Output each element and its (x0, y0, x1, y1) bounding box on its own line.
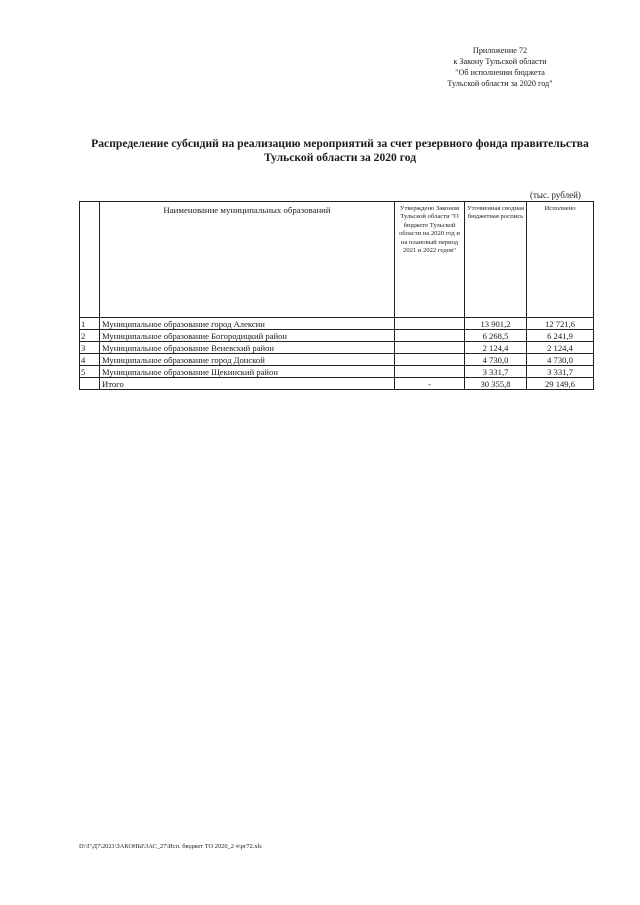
row-approved (395, 366, 465, 378)
row-name: Муниципальное образование Веневский район (100, 342, 395, 354)
row-number: 1 (80, 318, 100, 330)
row-refined: 13 901,2 (465, 318, 527, 330)
appendix-line-3: "Об исполнении бюджета (455, 68, 545, 77)
row-refined: 4 730,0 (465, 354, 527, 366)
row-executed: 6 241,9 (527, 330, 594, 342)
header-approved: Утверждено Законом Тульской области "О бюджете Тульской области на 2020 год и на плановый период 2021 и 2022 годов" (395, 202, 465, 318)
total-approved: - (395, 378, 465, 390)
header-refined: Уточненная сводная бюджетная роспись (465, 202, 527, 318)
table-total-row (80, 378, 594, 390)
row-executed: 12 721,6 (527, 318, 594, 330)
row-approved (395, 330, 465, 342)
row-number: 2 (80, 330, 100, 342)
table-row (80, 354, 594, 366)
total-executed: 29 149,6 (527, 378, 594, 390)
table-row (80, 342, 594, 354)
title-line-2: Тульской области за 2020 год (263, 151, 417, 164)
row-number: 5 (80, 366, 100, 378)
row-approved (395, 318, 465, 330)
table-header-row (80, 202, 594, 318)
row-refined: 2 124,4 (465, 342, 527, 354)
title-line-1: Распределение субсидий на реализацию мероприятий за счет резервного фонда правительства (91, 137, 589, 150)
row-name: Муниципальное образование город Донской (100, 354, 395, 366)
total-refined: 30 355,8 (465, 378, 527, 390)
row-executed: 3 331,7 (527, 366, 594, 378)
table-row (80, 330, 594, 342)
subsidy-table (79, 201, 594, 390)
row-name: Муниципальное образование Щекинский район (100, 366, 395, 378)
document-title (60, 137, 620, 165)
table-row (80, 366, 594, 378)
row-number: 4 (80, 354, 100, 366)
table-row (80, 318, 594, 330)
file-path-footer: D:\Г\Д7\2021\ЗАКОНЫ\ЗАС_27\Исп. бюджет ТО 2020_2 ч\рг72.xls (79, 843, 262, 850)
appendix-line-4: Тульской области за 2020 год" (447, 79, 553, 88)
units-label: (тыс. рублей) (530, 190, 581, 200)
header-name: Наименование муниципальных образований (100, 202, 395, 318)
appendix-line-1: Приложение 72 (472, 46, 528, 55)
row-number: 3 (80, 342, 100, 354)
row-refined: 3 331,7 (465, 366, 527, 378)
header-executed: Исполнено (527, 202, 594, 318)
total-name: Итого (100, 378, 395, 390)
row-name: Муниципальное образование город Алексин (100, 318, 395, 330)
row-executed: 4 730,0 (527, 354, 594, 366)
header-number (80, 202, 100, 318)
row-executed: 2 124,4 (527, 342, 594, 354)
appendix-header (420, 45, 580, 89)
total-number (80, 378, 100, 390)
appendix-line-2: к Закону Тульской области (453, 57, 547, 66)
row-refined: 6 268,5 (465, 330, 527, 342)
row-name: Муниципальное образование Богородицкий район (100, 330, 395, 342)
row-approved (395, 342, 465, 354)
row-approved (395, 354, 465, 366)
